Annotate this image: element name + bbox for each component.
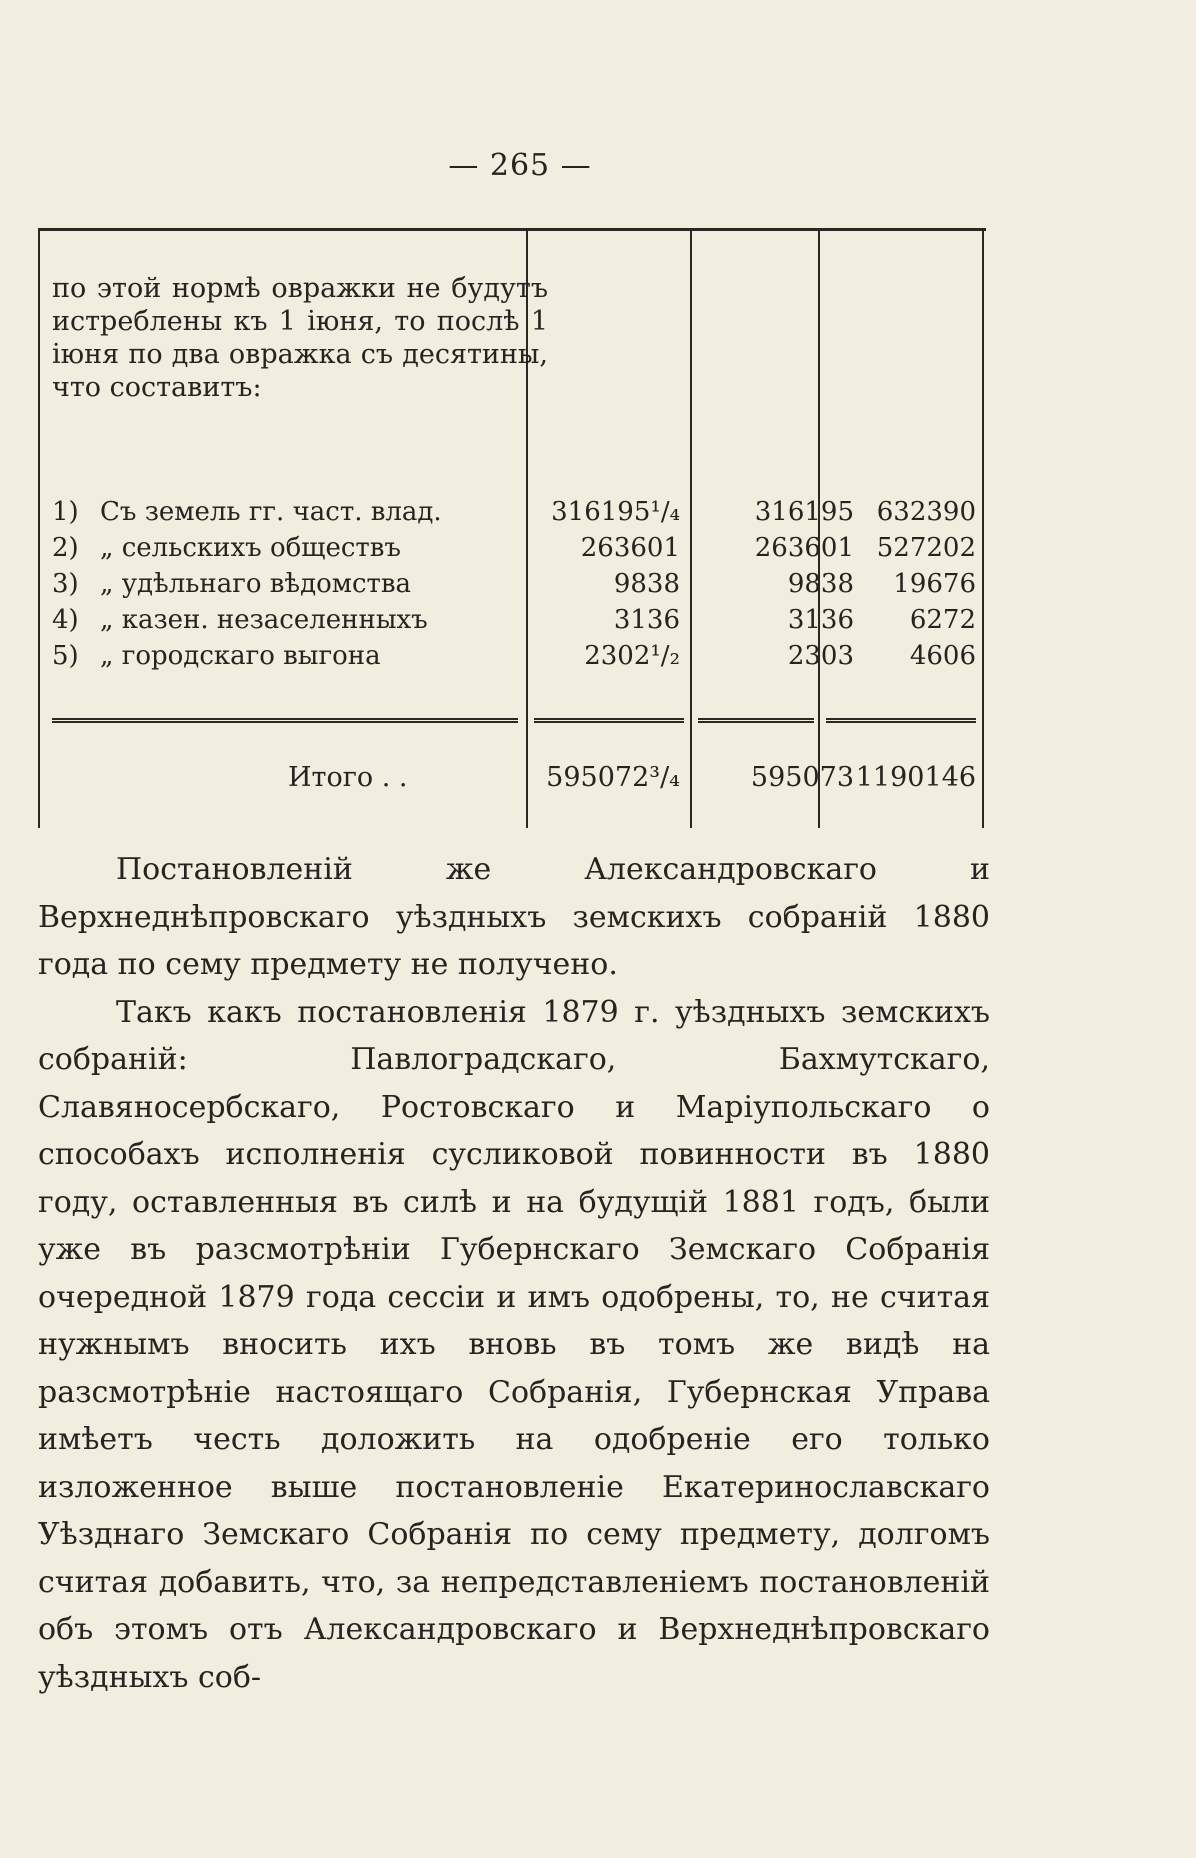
paragraph: Постановленій же Александровскаго и Верхнеднѣпровскаго уѣздныхъ земскихъ собраній 1880 года по сему предмету не получено. [38, 852, 990, 982]
total-value-col1: 595072³/₄ [546, 762, 680, 793]
row-value-col3: 6272 [909, 605, 976, 635]
data-table [38, 228, 986, 828]
row-value-col1: 9838 [613, 569, 680, 599]
row-number: 2) [52, 533, 79, 563]
sum-rule-col3 [826, 718, 976, 723]
row-value-col3: 527202 [876, 533, 976, 563]
table-row [38, 566, 986, 602]
row-number: 3) [52, 569, 79, 599]
row-value-col1: 2302¹/₂ [584, 641, 680, 671]
row-value-col2: 3136 [787, 605, 854, 635]
row-label: „ сельскихъ обществъ [100, 533, 401, 563]
paragraph: Такъ какъ постановленія 1879 г. уѣздныхъ земскихъ собраній: Павлоградскаго, Бахмутскаго, Славяносербскаго, Ростовскаго и Маріупольскаго о способахъ исполненія сусликовой повинности въ 1880 году, оставленныя въ силѣ и на будущій 1881 годъ, были уже въ разсмотрѣніи Губернскаго Земскаго Собранія очередной 1879 года сессіи и имъ одобрены, то, не считая нужнымъ вносить ихъ вновь въ томъ же видѣ на разсмотрѣніе настоящаго Собранія, Губернская Управа имѣетъ честь доложить на одобреніе его только изложенное выше постановленіе Екатеринославскаго Уѣзднаго Земскаго Собранія по сему предмету, долгомъ считая добавить, что, за непредставленіемъ постановленій объ этомъ отъ Александровскаго и Верхнеднѣпровскаго уѣздныхъ соб- [38, 994, 990, 1695]
total-value-col3: 1190146 [855, 762, 976, 793]
row-value-col1: 3136 [613, 605, 680, 635]
body-text [38, 846, 990, 1701]
row-number: 1) [52, 497, 79, 527]
row-value-col2: 316195 [754, 497, 854, 527]
sum-rule-col2 [698, 718, 814, 723]
table-row [38, 530, 986, 566]
row-label: „ городскаго выгона [100, 641, 381, 671]
total-value-col2: 595073 [750, 762, 854, 793]
row-value-col1: 263601 [580, 533, 680, 563]
row-value-col2: 9838 [787, 569, 854, 599]
total-label: Итого . . [288, 762, 408, 793]
row-label: „ удѣльнаго вѣдомства [100, 569, 412, 599]
row-value-col3: 19676 [893, 569, 976, 599]
row-number: 4) [52, 605, 79, 635]
table-top-rule [38, 228, 986, 231]
row-label: „ казен. незаселенныхъ [100, 605, 428, 635]
table-row [38, 602, 986, 638]
table-row [38, 638, 986, 674]
row-value-col1: 316195¹/₄ [551, 497, 680, 527]
sum-rule-label [52, 718, 518, 723]
row-value-col3: 4606 [909, 641, 976, 671]
row-value-col3: 632390 [876, 497, 976, 527]
row-value-col2: 2303 [787, 641, 854, 671]
row-number: 5) [52, 641, 79, 671]
sum-rule-col1 [534, 718, 684, 723]
row-value-col2: 263601 [754, 533, 854, 563]
page-number: — 265 — [448, 148, 592, 183]
row-label: Съ земель гг. част. влад. [100, 497, 442, 527]
total-row [38, 758, 986, 798]
table-row [38, 494, 986, 530]
table-header-text: по этой нормѣ овражки не будутъ истреблены къ 1 іюня, то послѣ 1 іюня по два овражка съ десятины, что составитъ: [52, 273, 548, 403]
